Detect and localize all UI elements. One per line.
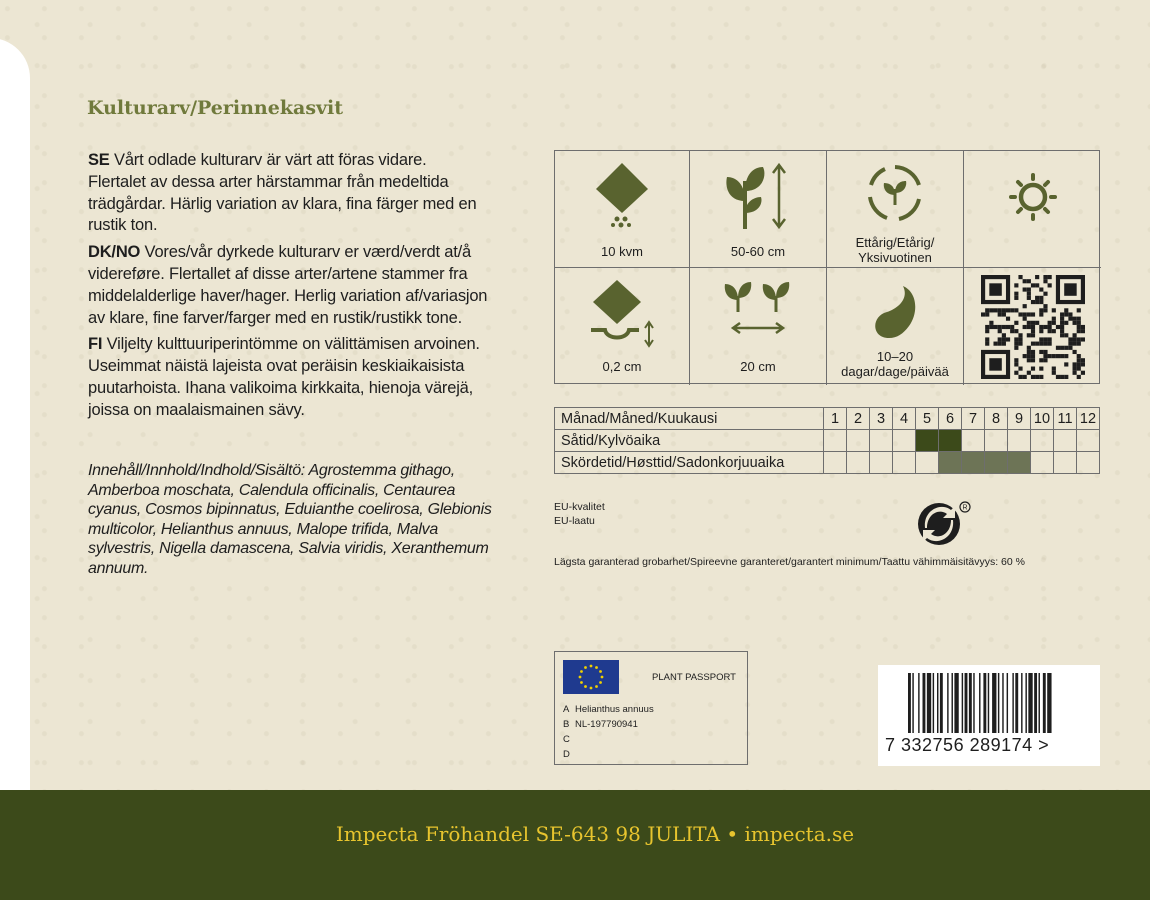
qr-code-icon[interactable] [981, 275, 1085, 379]
month-cell: 8 [985, 408, 1008, 430]
seed-area-icon [592, 161, 652, 231]
paragraph-fi: FI Viljelty kulttuuriperintömme on välittämisen arvoinen. Useimmat näistä lajeista ovat peräisin keskiaikaisista puutarhoista. Ihana valikoima kirkkaita, hienoja värejä, joissa on maalaismainen sävy. [88, 335, 480, 419]
germination-label-line-1: 10–20 [876, 349, 914, 364]
month-cell: 6 [939, 408, 962, 430]
packet-edge [0, 38, 30, 858]
sowing-month-cell [985, 430, 1008, 452]
page-title: Kulturarv/Perinnekasvit [87, 97, 344, 119]
month-cell: 7 [962, 408, 985, 430]
sowing-month-cell [1077, 430, 1100, 452]
month-cell: 4 [893, 408, 916, 430]
germination-label [827, 349, 963, 379]
sowing-label: Såtid/Kylvöaika [555, 430, 824, 452]
icon-grid [554, 150, 1100, 384]
svg-text:R: R [962, 504, 968, 512]
spacing-cell [690, 268, 827, 385]
month-cell: 5 [916, 408, 939, 430]
calendar-table [554, 407, 1100, 474]
barcode [878, 665, 1100, 766]
annual-label [827, 235, 963, 265]
depth-cell [555, 268, 690, 385]
month-cell: 12 [1077, 408, 1100, 430]
sowing-month-cell [916, 430, 939, 452]
paragraph-se: SE Vårt odlade kulturarv är värt att föras vidare. Flertalet av dessa arter härstammar från medeltida trädgårdar. Härlig variation av klara, fina färger med en rustik ton. [88, 151, 477, 235]
annual-label-line-1: Ettårig/Etårig/ [855, 235, 935, 250]
passport-row-a: A Helianthus annuus [563, 704, 654, 715]
qr-cell [964, 268, 1101, 385]
eu-quality-line-2: EU-laatu [554, 515, 595, 527]
area-cell [555, 151, 690, 268]
sowing-month-cell [870, 430, 893, 452]
harvest-month-cell [1031, 452, 1054, 474]
plant-height-icon [723, 161, 793, 231]
harvest-month-cell [1054, 452, 1077, 474]
passport-row-d: D [563, 749, 570, 760]
calendar-header-row [555, 408, 1100, 430]
germination-sprout-icon [865, 278, 925, 342]
harvest-month-cell [985, 452, 1008, 474]
month-cell: 10 [1031, 408, 1054, 430]
sowing-month-cell [939, 430, 962, 452]
month-cell: 1 [824, 408, 847, 430]
sowing-month-cell [1008, 430, 1031, 452]
sowing-month-cell [1054, 430, 1077, 452]
germination-cell [827, 268, 964, 385]
annual-label-line-2: Yksivuotinen [858, 250, 932, 265]
harvest-month-cell [847, 452, 870, 474]
description [88, 150, 488, 427]
plant-passport [554, 651, 748, 765]
passport-rows [563, 702, 654, 762]
harvest-month-cell [893, 452, 916, 474]
annual-cycle-icon [863, 161, 927, 225]
barcode-bars [878, 665, 1100, 735]
sowing-month-cell [847, 430, 870, 452]
passport-row-c: C [563, 734, 570, 745]
paragraph-dk-no: DK/NO Vores/vår dyrkede kulturarv er værd/verdt at/å videreføre. Flertallet af disse arter/artene stammer fra middelalderlige haver/hager. Herlig variation af/variasjon av klare, fine farver/farger med en rustik/rustikk tone. [88, 243, 488, 327]
sowing-month-cell [962, 430, 985, 452]
barcode-number: 7 332756 289174 > [885, 735, 1050, 755]
germination-label-line-2: dagar/dage/päivää [841, 364, 949, 379]
sun-icon [1001, 161, 1065, 225]
passport-title: PLANT PASSPORT [652, 672, 736, 683]
harvest-month-cell [824, 452, 847, 474]
harvest-label: Skördetid/Høsttid/Sadonkorjuuaika [555, 452, 824, 474]
harvest-month-cell [916, 452, 939, 474]
height-label: 50-60 cm [730, 244, 786, 259]
sowing-depth-icon [587, 278, 657, 348]
month-cell: 9 [1008, 408, 1031, 430]
sowing-month-cell [824, 430, 847, 452]
sowing-row [555, 430, 1100, 452]
sowing-month-cell [1031, 430, 1054, 452]
annual-cell [827, 151, 964, 268]
harvest-month-cell [870, 452, 893, 474]
green-dot-recycling-icon [917, 500, 973, 548]
plant-spacing-icon [720, 278, 796, 338]
height-cell [690, 151, 827, 268]
eu-quality-line-1: EU-kvalitet [554, 501, 605, 513]
month-cell: 11 [1054, 408, 1077, 430]
footer-text: Impecta Fröhandel SE-643 98 JULITA • impecta.se [335, 822, 855, 846]
eu-quality [554, 500, 605, 528]
harvest-row [555, 452, 1100, 474]
eu-flag-icon [563, 660, 619, 694]
sowing-month-cell [893, 430, 916, 452]
harvest-month-cell [962, 452, 985, 474]
spacing-label: 20 cm [740, 359, 776, 374]
harvest-month-cell [1077, 452, 1100, 474]
calendar-header-label: Månad/Måned/Kuukausi [555, 408, 824, 430]
contents-list: Innehåll/Innhold/Indhold/Sisältö: Agrostemma githago, Amberboa moschata, Calendula officinalis, Centaurea cyanus, Cosmos bipinnatus, Eduianthe coelirosa, Glebionis multicolor, Helianthus annuus, Malope trifida, Malva sylvestris, Nigella damascena, Salvia viridis, Xeranthemum annuum. [88, 462, 492, 577]
germination-guarantee: Lägsta garanterad grobarhet/Spireevne garanteret/garantert minimum/Taattu vähimmäisitävyys: 60 % [554, 556, 1025, 568]
area-label: 10 kvm [601, 244, 643, 259]
month-cell: 2 [847, 408, 870, 430]
harvest-month-cell [939, 452, 962, 474]
harvest-month-cell [1008, 452, 1031, 474]
sun-cell [964, 151, 1101, 268]
depth-label: 0,2 cm [602, 359, 642, 374]
passport-row-b: B NL-197790941 [563, 719, 638, 730]
month-cell: 3 [870, 408, 893, 430]
